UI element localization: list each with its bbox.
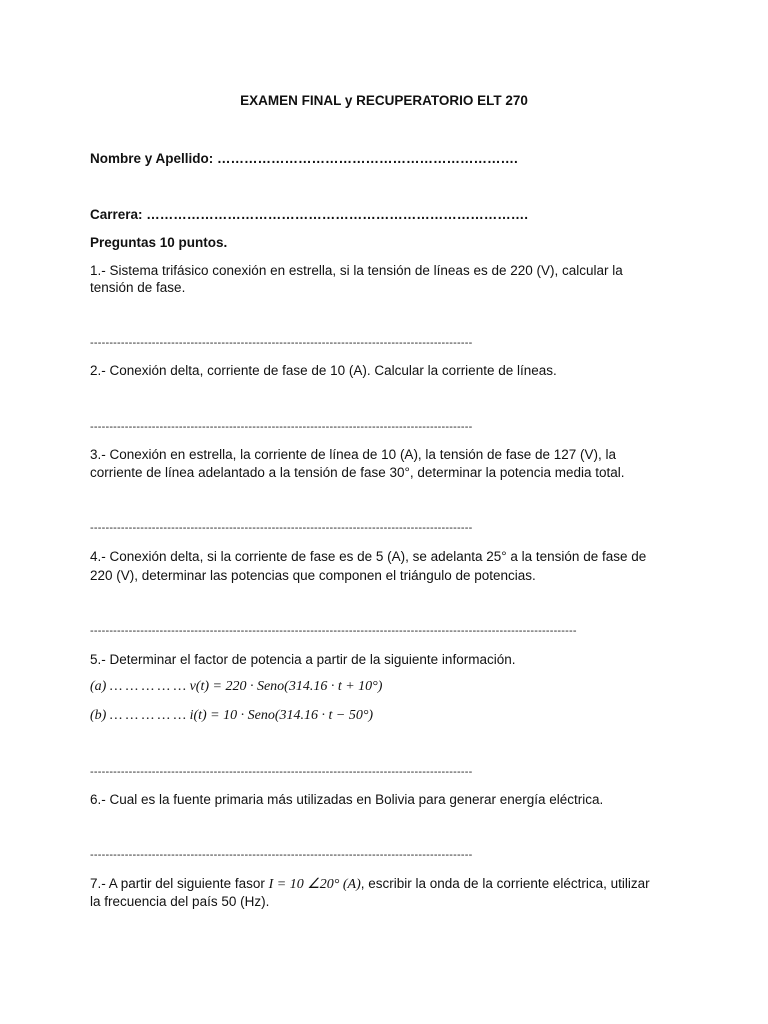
question-7-phasor-formula: I = 10 ∠20° (A) [268,877,361,892]
divider-6: --------------------------------------------------------------------------------------------------- [90,849,473,861]
divider-3: --------------------------------------------------------------------------------------------------- [90,522,473,534]
question-4-line-1: 4.- Conexión delta, si la corriente de fase es de 5 (A), se adelanta 25° a la tensión de fase de [90,549,647,564]
divider-4: ------------------------------------------------------------------------------------------------------------------------------ [90,625,577,637]
question-6: 6.- Cual es la fuente primaria más utilizadas en Bolivia para generar energía eléctrica. [90,792,604,807]
question-4-line-2: 220 (V), determinar las potencias que componen el triángulo de potencias. [90,568,536,583]
question-1-line-1: 1.- Sistema trifásico conexión en estrella, si la tensión de líneas es de 220 (V), calcular la [90,263,623,278]
question-1-line-2: tensión de fase. [90,280,186,295]
question-3-line-2: corriente de línea adelantado a la tensión de fase 30°, determinar la potencia media total. [90,465,625,480]
question-2: 2.- Conexión delta, corriente de fase de 10 (A). Calcular la corriente de líneas. [90,363,557,378]
question-7-line-2: la frecuencia del país 50 (Hz). [90,894,270,909]
divider-1: --------------------------------------------------------------------------------------------------- [90,337,473,349]
preguntas-heading: Preguntas 10 puntos. [90,235,228,250]
divider-2: --------------------------------------------------------------------------------------------------- [90,421,473,433]
carrera-field: Carrera: …………………………………………………………………………. [90,207,529,222]
question-7-prefix: 7.- A partir del siguiente fasor [90,876,269,891]
exam-title: EXAMEN FINAL y RECUPERATORIO ELT 270 [240,93,528,108]
question-5: 5.- Determinar el factor de potencia a partir de la siguiente información. [90,652,516,667]
question-5-formula-b: (b) … … … … … i(t) = 10 · Seno(314.16 · t − 50°) [90,708,374,723]
question-7-suffix: , escribir la onda de la corriente eléctrica, utilizar [360,876,650,891]
question-7-line-1 [90,875,698,894]
divider-5: --------------------------------------------------------------------------------------------------- [90,766,473,778]
question-5-formula-a: (a) … … … … … v(t) = 220 · Seno(314.16 · t + 10°) [90,679,383,694]
question-3-line-1: 3.- Conexión en estrella, la corriente de línea de 10 (A), la tensión de fase de 127 (V), la [90,447,617,462]
nombre-apellido-field: Nombre y Apellido: …………………………………………………………. [90,151,518,166]
